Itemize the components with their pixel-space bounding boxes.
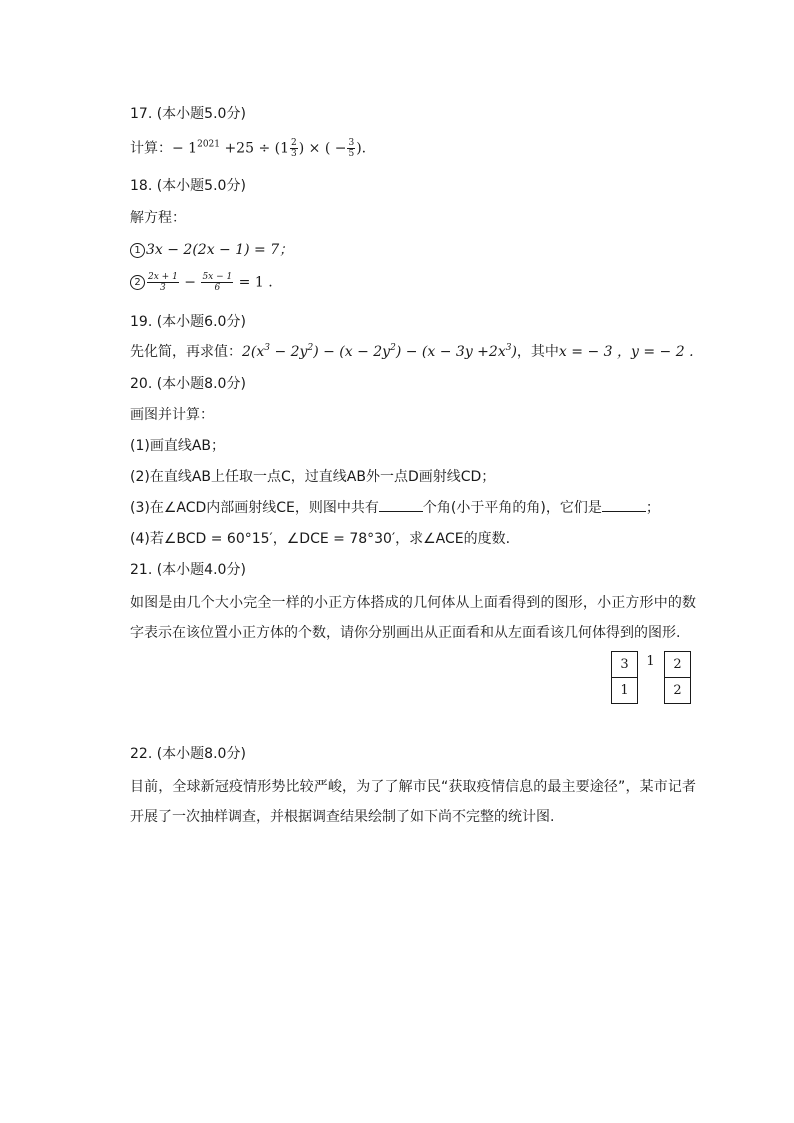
q18-item2-minus: − bbox=[179, 274, 201, 291]
q18-instruction: 解方程： bbox=[130, 210, 186, 226]
q18-item2-marker: 2 bbox=[130, 275, 145, 290]
q19-condition: x = − 3 ，y = − 2 . bbox=[558, 344, 694, 360]
q20-item-2: (2)在直线AB上任取一点C，过直线AB外一点D画射线CD； bbox=[130, 469, 496, 485]
q19-exp-1: 3 bbox=[264, 343, 270, 353]
q20-header: 20. (本小题8.0分) bbox=[130, 376, 246, 392]
q20-item3-part-c: ； bbox=[645, 500, 660, 516]
q19-condition-prefix: ，其中 bbox=[516, 344, 559, 360]
q19-exp-3: 2 bbox=[390, 343, 396, 353]
grid-cell: 1 bbox=[646, 654, 655, 669]
q17-fraction-three-fifths bbox=[347, 138, 355, 159]
q17-header: 17. (本小题5.0分) bbox=[130, 106, 246, 122]
q19-exp-2: 2 bbox=[307, 343, 314, 353]
q18-item2-rhs: = 1 . bbox=[234, 274, 273, 291]
q19-term-5: ) bbox=[511, 344, 517, 360]
q18-item1-equation: 3x − 2(2x − 1) = 7； bbox=[146, 242, 294, 258]
q20-item3-part-a: (3)在∠ACD内部画射线CE，则图中共有 bbox=[130, 500, 379, 516]
grid-cell: 2 bbox=[664, 677, 691, 704]
q17-prefix: 计算： bbox=[130, 140, 172, 157]
q19-term-1: 2(x bbox=[242, 344, 265, 360]
q17-frac-den: 3 bbox=[291, 149, 297, 159]
q20-item-1: (1)画直线AB； bbox=[130, 438, 226, 454]
q17-frac2-den: 5 bbox=[348, 149, 355, 159]
q18-item1-marker: 1 bbox=[130, 243, 145, 258]
q19-expression bbox=[130, 342, 694, 362]
q19-exp-4: 3 bbox=[505, 343, 512, 353]
answer-blank[interactable] bbox=[379, 499, 423, 512]
q18-f1-num: 2x + 1 bbox=[148, 272, 178, 282]
q19-header: 19. (本小题6.0分) bbox=[130, 314, 246, 330]
q17-close: ). bbox=[356, 140, 367, 157]
q19-term-2: − 2y bbox=[270, 344, 308, 360]
top-view-grid bbox=[611, 651, 691, 704]
q21-text: 如图是由几个大小完全一样的小正方体搭成的几何体从上面看得到的图形，小正方形中的数字表示在该位置小正方体的个数，请你分别画出从正面看和从左面看该几何体得到的图形. bbox=[130, 595, 696, 641]
grid-cell: 3 bbox=[611, 651, 638, 678]
q18-item2-fraction-2 bbox=[201, 272, 233, 293]
q20-instruction: 画图并计算： bbox=[130, 407, 214, 423]
q17-plus-div: +25 ÷ (1 bbox=[220, 140, 289, 157]
q17-minus-one: − 1 bbox=[172, 140, 198, 157]
grid-cell: 2 bbox=[664, 651, 691, 678]
q20-item3-part-b: 个角(小于平角的角)，它们是 bbox=[422, 500, 602, 516]
q21-header: 21. (本小题4.0分) bbox=[130, 562, 246, 578]
q19-term-3: ) − (x − 2y bbox=[313, 344, 391, 360]
q18-item-2 bbox=[130, 272, 273, 293]
q18-f2-num: 5x − 1 bbox=[202, 272, 233, 282]
q17-times: ) × ( − bbox=[298, 140, 347, 157]
q18-f1-den: 3 bbox=[160, 283, 166, 293]
q17-frac-num: 2 bbox=[291, 138, 297, 148]
grid-cell: 1 bbox=[611, 677, 638, 704]
q19-prefix: 先化简，再求值： bbox=[130, 344, 242, 360]
q17-fraction-two-thirds bbox=[290, 138, 298, 159]
q18-item2-fraction-1 bbox=[147, 272, 179, 293]
q17-exponent: 2021 bbox=[197, 139, 220, 150]
q20-item-4: (4)若∠BCD = 60°15′，∠DCE = 78°30′，求∠ACE的度数. bbox=[130, 531, 511, 547]
q18-header: 18. (本小题5.0分) bbox=[130, 178, 246, 194]
q18-item-1 bbox=[130, 240, 293, 260]
q17-frac2-num: 3 bbox=[348, 138, 355, 148]
q22-text: 目前，全球新冠疫情形势比较严峻，为了了解市民“获取疫情信息的最主要途径”，某市记者开展了一次抽样调查，并根据调查结果绘制了如下尚不完整的统计图. bbox=[130, 779, 696, 825]
answer-blank[interactable] bbox=[602, 499, 646, 512]
q20-item-3 bbox=[130, 498, 660, 518]
q22-header: 22. (本小题8.0分) bbox=[130, 746, 246, 762]
q18-f2-den: 6 bbox=[214, 283, 221, 293]
q17-expression bbox=[130, 138, 366, 159]
q19-term-4: ) − (x − 3y +2x bbox=[395, 344, 506, 360]
